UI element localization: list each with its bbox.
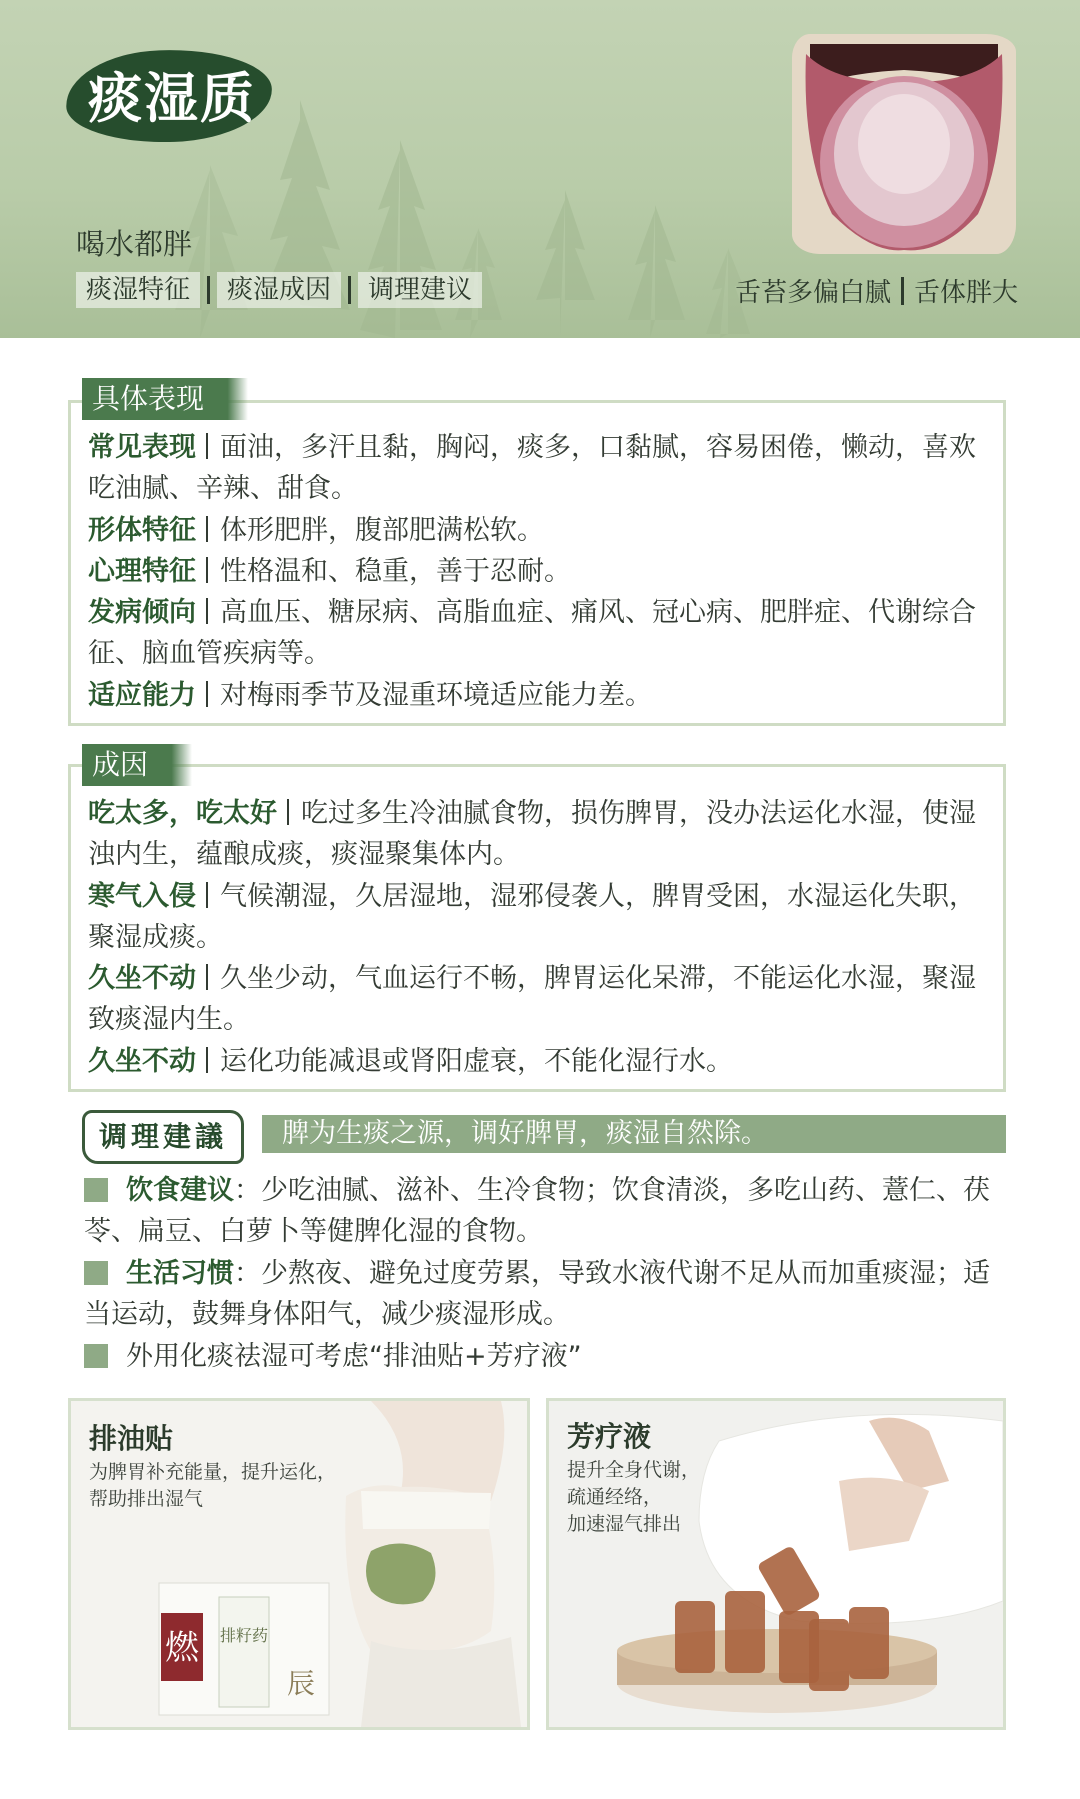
product-title: 芳疗液 bbox=[567, 1420, 652, 1453]
cause-key: 寒气入侵 bbox=[88, 881, 196, 912]
cause-key: 吃太多，吃太好 bbox=[88, 798, 277, 829]
symptom-key: 心理特征 bbox=[88, 556, 196, 587]
advice-stamp: 调理建議 bbox=[82, 1110, 244, 1164]
advice-key: 生活习惯 bbox=[126, 1258, 234, 1289]
cause-text: 气候潮湿，久居湿地，湿邪侵袭人，脾胃受困，水湿运化失职，聚湿成痰。 bbox=[88, 881, 976, 953]
header-banner bbox=[0, 0, 1080, 338]
product-card-aroma-liquid[interactable] bbox=[546, 1398, 1006, 1730]
key-divider bbox=[206, 557, 208, 583]
product-desc-line: 帮助排出湿气 bbox=[89, 1488, 204, 1510]
cause-item bbox=[88, 793, 988, 875]
product-card-patch[interactable] bbox=[68, 1398, 530, 1730]
cause-key: 久坐不动 bbox=[88, 1046, 196, 1077]
advice-item bbox=[84, 1253, 1004, 1335]
symptom-item bbox=[88, 510, 988, 551]
advice-banner: 脾为生痰之源，调好脾胃，痰湿自然除。 bbox=[262, 1115, 1006, 1153]
tongue-coating-text: 舌苔多偏白腻 bbox=[734, 278, 891, 308]
advice-text: ：少吃油腻、滋补、生冷食物；饮食清淡，多吃山药、薏仁、茯苓、扁豆、白萝卜等健脾化湿的食物。 bbox=[84, 1175, 990, 1247]
cause-text: 运化功能减退或肾阳虚衰，不能化湿行水。 bbox=[220, 1046, 733, 1077]
symptom-text: 性格温和、稳重，善于忍耐。 bbox=[220, 556, 571, 587]
symptom-text: 高血压、糖尿病、高脂血症、痛风、冠心病、肥胖症、代谢综合征、脑血管疾病等。 bbox=[88, 597, 976, 669]
bullet-square-icon bbox=[84, 1344, 108, 1368]
key-divider bbox=[206, 598, 208, 624]
symptom-key: 适应能力 bbox=[88, 680, 196, 711]
cause-item bbox=[88, 1041, 988, 1082]
topic-tags bbox=[76, 272, 482, 308]
key-divider bbox=[287, 799, 289, 825]
key-divider bbox=[206, 433, 208, 459]
page-title: 痰湿质 bbox=[88, 66, 256, 130]
tag-divider bbox=[207, 276, 210, 304]
product-desc bbox=[89, 1459, 336, 1513]
symptom-text: 对梅雨季节及湿重环境适应能力差。 bbox=[220, 680, 652, 711]
bullet-square-icon bbox=[84, 1178, 108, 1202]
key-divider bbox=[206, 882, 208, 908]
symptoms-label: 具体表现 bbox=[82, 378, 214, 420]
cause-text: 久坐少动，气血运行不畅，脾胃运化呆滞，不能运化水湿，聚湿致痰湿内生。 bbox=[88, 963, 976, 1035]
symptom-text: 体形肥胖，腹部肥满松软。 bbox=[220, 515, 544, 546]
symptom-item bbox=[88, 675, 988, 716]
key-divider bbox=[206, 516, 208, 542]
symptom-key: 形体特征 bbox=[88, 515, 196, 546]
tag-features: 痰湿特征 bbox=[76, 272, 200, 308]
tongue-body-text: 舌体胖大 bbox=[913, 278, 1018, 308]
advice-text: 外用化痰祛湿可考虑“排油贴+芳疗液” bbox=[126, 1341, 582, 1372]
product-desc-line: 加速湿气排出 bbox=[567, 1513, 682, 1535]
tongue-illustration bbox=[792, 34, 1016, 254]
cause-text: 吃过多生冷油腻食物，损伤脾胃，没办法运化水湿，使湿浊内生，蕴酿成痰，痰湿聚集体内。 bbox=[88, 798, 976, 870]
advice-item bbox=[84, 1336, 1004, 1377]
key-divider bbox=[206, 681, 208, 707]
tag-causes: 痰湿成因 bbox=[217, 272, 341, 308]
product-desc-line: 疏通经络， bbox=[567, 1486, 663, 1508]
tongue-caption bbox=[735, 272, 1018, 309]
advice-key: 饮食建议 bbox=[126, 1175, 234, 1206]
product-desc bbox=[567, 1457, 700, 1538]
cause-item bbox=[88, 958, 988, 1040]
cause-item bbox=[88, 876, 988, 958]
product-desc-line: 为脾胃补充能量，提升运化， bbox=[89, 1461, 337, 1483]
symptom-item bbox=[88, 427, 988, 509]
symptom-key: 发病倾向 bbox=[88, 597, 196, 628]
bullet-square-icon bbox=[84, 1261, 108, 1285]
pack-name: 排籽药 bbox=[219, 1626, 269, 1645]
pack-side-glyph: 辰 bbox=[286, 1667, 316, 1700]
advice-item bbox=[84, 1170, 1004, 1252]
product-title: 排油贴 bbox=[89, 1422, 174, 1455]
symptom-key: 常见表现 bbox=[88, 432, 196, 463]
tag-divider bbox=[348, 276, 351, 304]
symptom-item bbox=[88, 592, 988, 674]
tag-advice: 调理建议 bbox=[358, 272, 482, 308]
caption-divider bbox=[901, 277, 904, 305]
cause-key: 久坐不动 bbox=[88, 963, 196, 994]
tongue-photo bbox=[792, 34, 1016, 254]
key-divider bbox=[206, 1047, 208, 1073]
advice-text: ：少熬夜、避免过度劳累，导致水液代谢不足从而加重痰湿；适当运动，鼓舞身体阳气，减少痰湿形成。 bbox=[84, 1258, 990, 1330]
symptom-item bbox=[88, 551, 988, 592]
product-desc-line: 提升全身代谢， bbox=[567, 1459, 701, 1481]
pack-glyph: 燃 bbox=[165, 1628, 199, 1668]
key-divider bbox=[206, 964, 208, 990]
symptom-text: 面油，多汗且黏，胸闷，痰多，口黏腻，容易困倦，懒动，喜欢吃油腻、辛辣、甜食。 bbox=[88, 432, 976, 504]
causes-label: 成因 bbox=[82, 744, 158, 786]
page-subtitle: 喝水都胖 bbox=[76, 227, 193, 261]
